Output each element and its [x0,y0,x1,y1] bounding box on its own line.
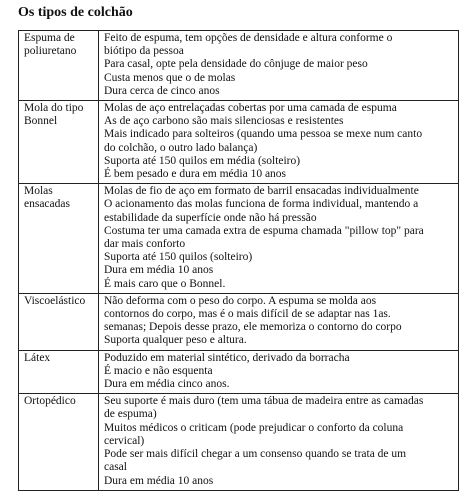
description-line: estabilidade da superfície onde não há pressão [104,211,317,224]
mattress-type-label: Viscoelástico [24,294,86,307]
mattress-type-label: Espuma de [24,32,75,44]
description-line: Pode ser mais difícil chegar a um consenso quando se trata de um [104,448,407,461]
description-line: Dura em média 10 anos [104,474,214,487]
mattress-type-label: Molas [24,185,53,198]
mattress-description-cell [99,394,459,490]
mattress-type-label: Bonnel [24,115,58,128]
description-line: de espuma) [104,408,157,421]
mattress-description-cell [99,293,459,350]
description-line: Dura em média cinco anos. [104,378,230,391]
description-line: Suporta até 150 quilos em média (solteiro) [104,154,301,167]
description-line: É mais caro que o Bonnel. [104,277,226,290]
description-line: Seu suporte é mais duro (tem uma tábua de madeira entre as camadas [104,395,424,408]
table-row [19,293,459,350]
description-line: Para casal, opte pela densidade do cônjuge de maior peso [104,58,368,71]
description-line: Poduzido em material sintético, derivado da borracha [104,351,350,364]
description-line: Suporta até 150 quilos (solteiro) [104,251,253,264]
mattress-type-cell [19,31,99,101]
mattress-description-cell [99,101,459,184]
mattress-description-cell [99,350,459,394]
table-row [19,101,459,184]
description-line: Costuma ter uma camada extra de espuma chamada "pillow top" para [104,224,424,237]
description-line: contornos do corpo, mas é o mais difícil de se adaptar nas 1as. [104,308,391,321]
mattress-type-label: Látex [24,351,51,364]
description-line: Muitos médicos o criticam (pode prejudicar o conforto da coluna [104,421,404,434]
mattress-type-cell [19,350,99,394]
description-line: Dura cerca de cinco anos [104,84,220,97]
description-line: cervical) [104,434,145,447]
mattress-type-cell [19,293,99,350]
table-row [19,184,459,294]
mattress-description-cell [99,31,459,101]
description-line: O acionamento das molas funciona de forma individual, mantendo a [104,198,419,211]
mattress-type-cell [19,101,99,184]
mattress-type-label: Ortopédico [24,395,76,408]
description-line: Custa menos que o de molas [104,71,236,84]
description-line: do colchão, o outro lado balança) [104,141,258,154]
table-row [19,350,459,394]
page-title: Os tipos de colchão [18,5,133,20]
mattress-types-table [18,30,459,491]
mattress-type-label: Mola do tipo [24,102,84,115]
mattress-type-label: ensacadas [24,198,70,211]
table-row [19,31,459,101]
table-body [19,31,459,491]
description-line: semanas; Depois desse prazo, ele memoriza o contorno do corpo [104,321,402,334]
mattress-type-cell [19,394,99,490]
description-line: Mais indicado para solteiros (quando uma pessoa se mexe num canto [104,128,423,141]
description-line: Não deforma com o peso do corpo. A espuma se molda aos [104,294,377,307]
mattress-type-label: poliuretano [24,45,77,58]
description-line: Dura em média 10 anos [104,264,214,277]
description-line: Suporta qualquer peso e altura. [104,334,247,347]
description-line: É bem pesado e dura em média 10 anos [104,168,287,181]
mattress-description-cell [99,184,459,294]
mattress-type-cell [19,184,99,294]
description-line: As de aço carbono são mais silenciosas e resistentes [104,115,344,128]
description-line: biótipo da pessoa [104,45,184,58]
description-line: Molas de aço entrelaçadas cobertas por uma camada de espuma [104,102,397,115]
description-line: dar mais conforto [104,238,186,251]
description-line: Feito de espuma, tem opções de densidade e altura conforme o [104,32,393,44]
description-line: Molas de fio de aço em formato de barril ensacadas individualmente [104,185,419,198]
description-line: casal [104,461,127,474]
table-row [19,394,459,490]
description-line: É macio e não esquenta [104,364,213,377]
